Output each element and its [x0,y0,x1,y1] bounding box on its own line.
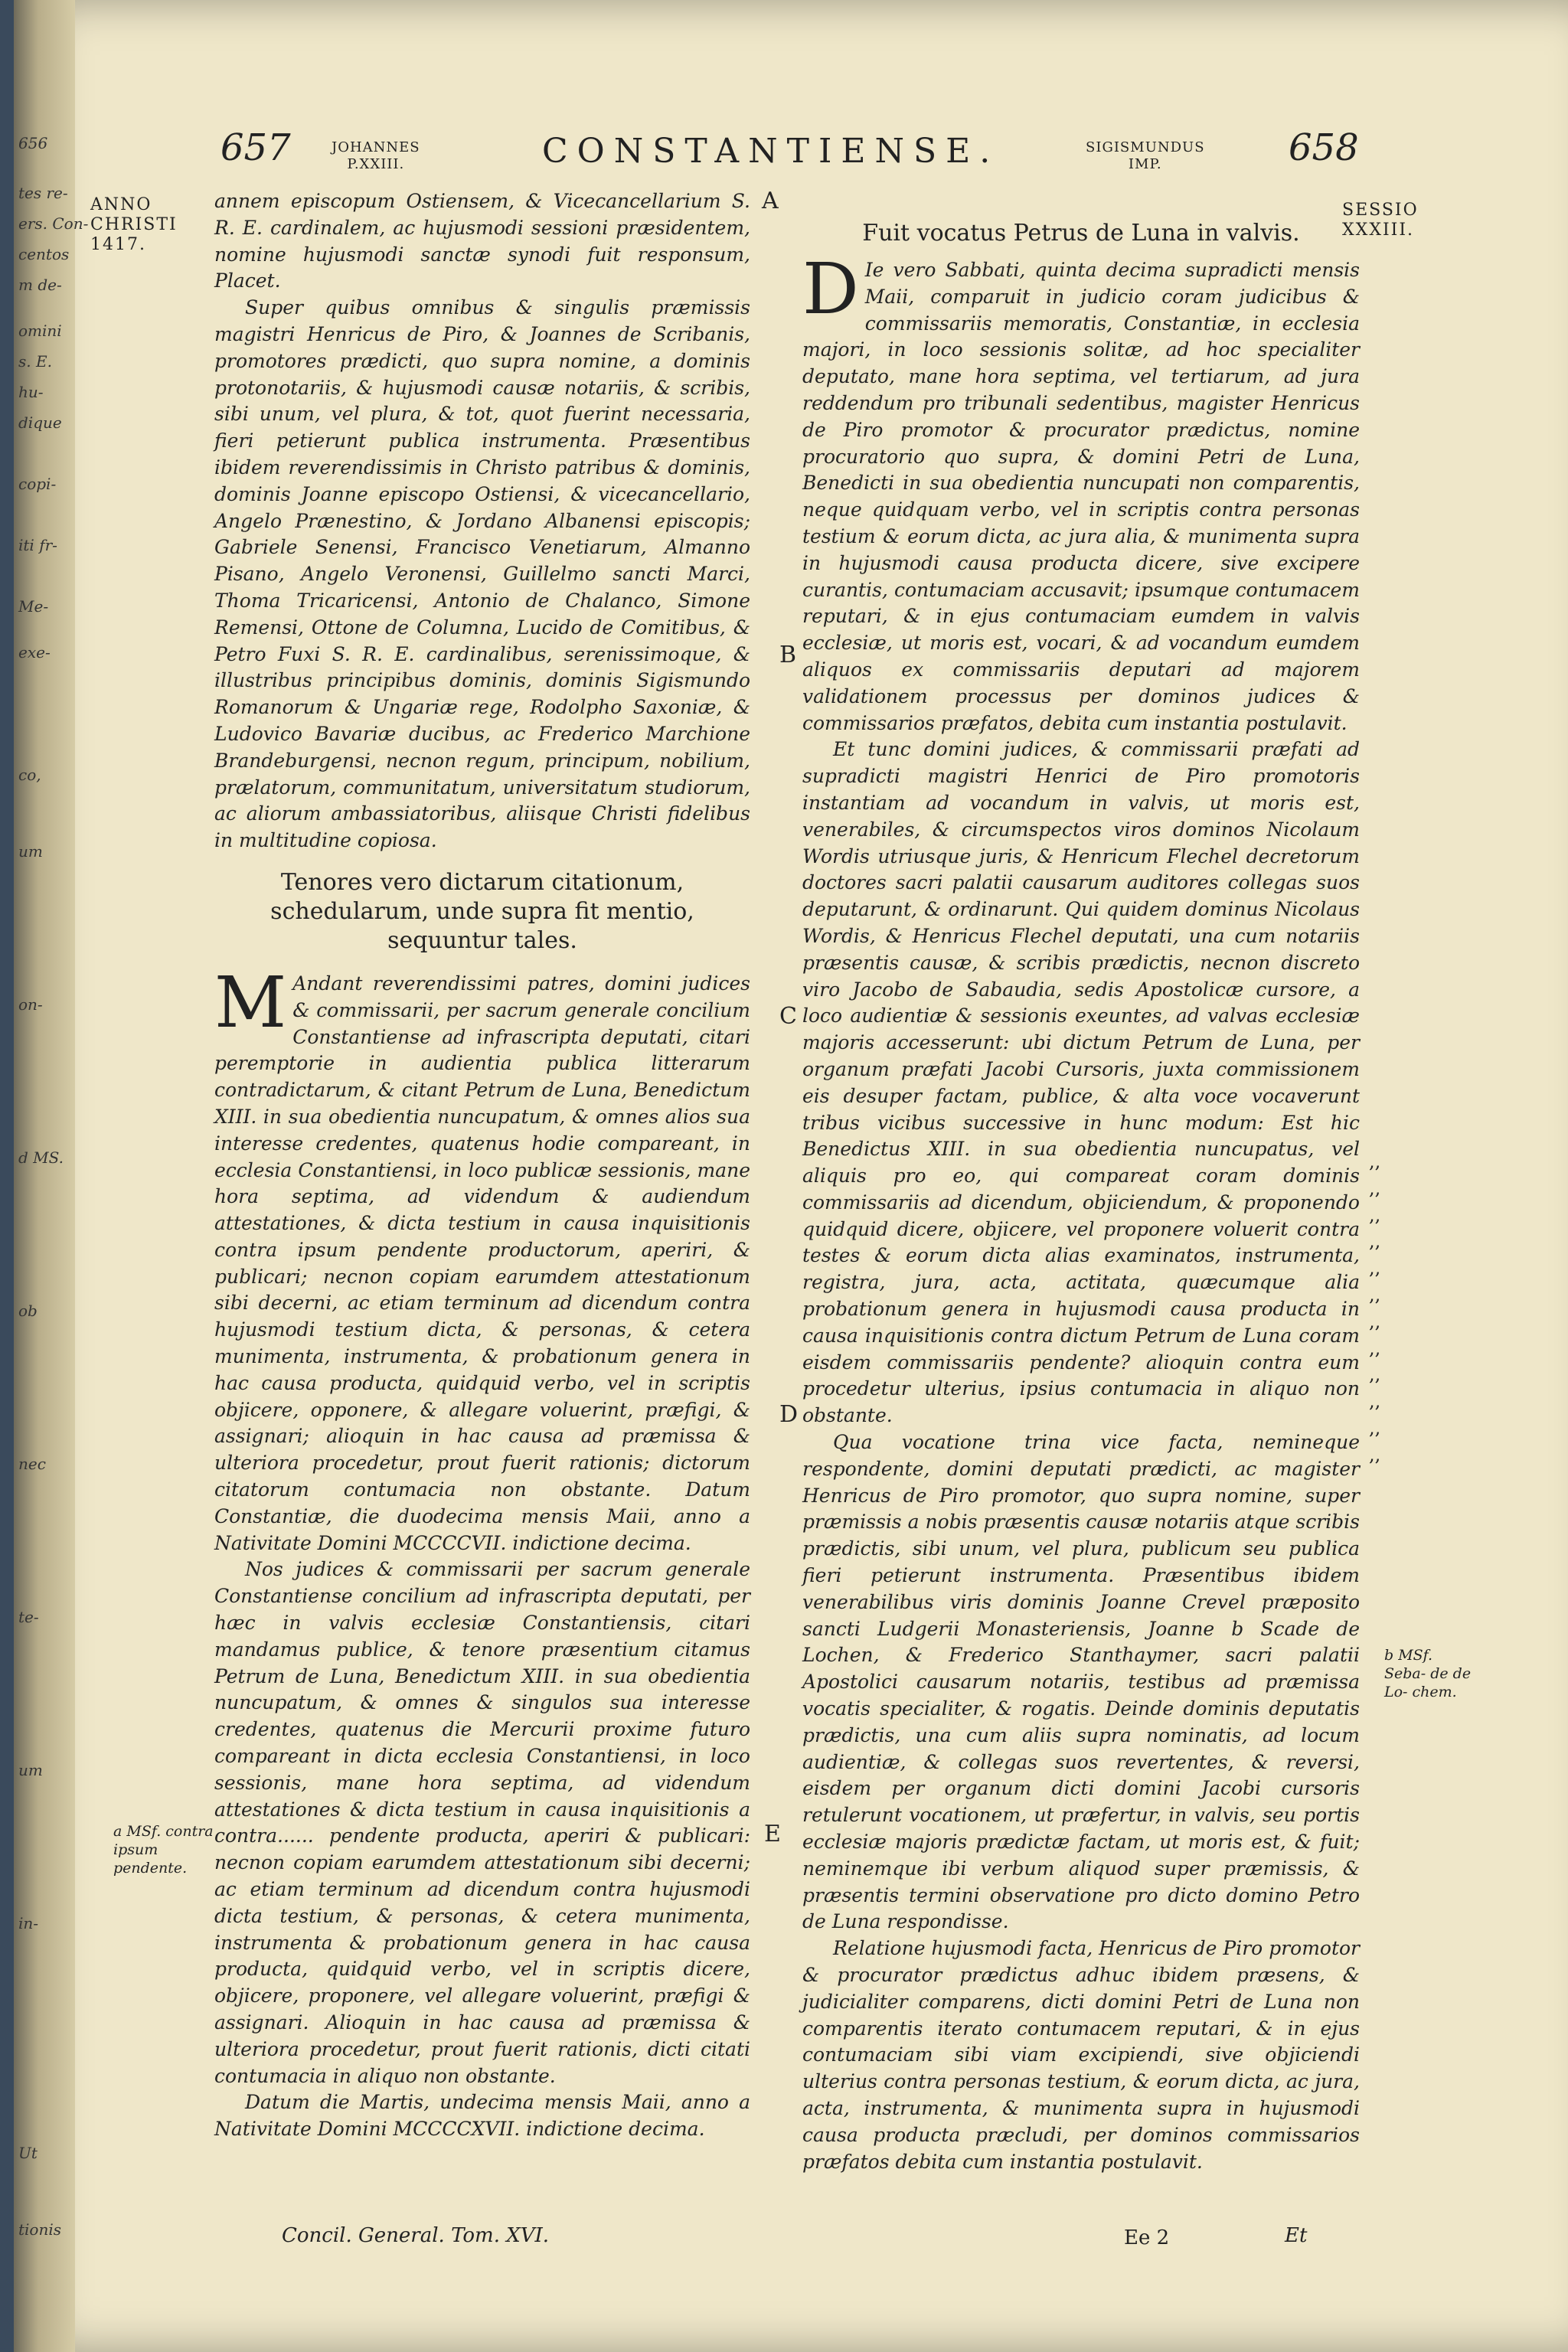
running-head-line: IMP. [1128,156,1162,172]
signature-mark: Ee 2 [1124,2226,1170,2249]
volume-footer: Concil. General. Tom. XVI. [282,2224,550,2247]
right-text-column [802,219,1360,2175]
left-footnote: a MSf. contra ipsum pendente. [113,1823,214,1877]
quote-mark: ,, [1369,1257,1381,1279]
paragraph: Ie vero Sabbati, quinta decima supradicti mensis Maii, comparuit in judicio coram judicibus & commissariis memoratis, Constantiæ, in ecclesia majori, in loco sessionis solitæ, ad hoc specialiter deputato, mane hora septima, vel tertiarum, ad jura reddendum pro tribunali sedentibus, magister Henricus de Piro promotor & procurator prædictus, nomine procuratorio quo supra, & domini Petri de Luna, Benedicti in sua obedientia nuncupati non comparentis, neque quidquam verbo, vel in scriptis contra personas testium & eorum dicta, ac jura alia, & munimenta supra in hujusmodi causa producta dicere, sive excipere curantis, contumaciam accusavit; ipsumque contumacem reputari, & in ejus contumaciam eumdem in valvis ecclesiæ, ut moris est, vocari, & ad vocandum eumdem aliquos ex commissariis deputari ad majorem validationem processus per dominos judices & commissarios præfatos, debita cum instantia postulavit. [802,259,1360,734]
quote-mark: ,, [1369,1310,1381,1332]
year-margin-note [90,195,178,255]
previous-page-edge: 656 tes re- ers. Con- centos m de- omini s. E. hu- dique copi- iti fr- Me- exe- co, um on- d MS. ob nec te- um in- Ut tionis [14,0,75,2352]
paragraph: Qua vocatione trina vice facta, nemineque respondente, domini deputati prædicti, ac magister Henricus de Piro promotor, quo supra nomine, super præmissis a nobis præsentis causæ notariis atque scribis prædictis, sibi unum, vel plura, publicum seu publica fieri petierunt instrumenta. Præsentibus ibidem venerabilibus viris dominis Joanne Crevel præposito sancti Ludgerii Monasteriensis, Joanne b Scade de Lochen, & Frederico Stanthaymer, sacri palatii Apostolici causarum notariis, testibus ad præmissa vocatis specialiter, & rogatis. Deinde dominis deputatis prædictis, una cum aliis supra nominatis, ad locum audientiæ, & collegas suos revertentes, & reversi, eisdem per organum dicti domini Jacobi cursoris retulerunt vocationem, ut præfertur, in valvis, seu portis ecclesiæ majoris prædictæ factam, ut moris est, & fuit; neminemque ibi verbum aliquod super præmissis, & præsentis termini observatione pro dicto domino Petro de Luna respondisse. [802,1431,1360,1933]
drop-cap: D [802,248,859,330]
quote-mark: ,, [1369,1177,1381,1199]
paragraph: Super quibus omnibus & singulis præmissis magistri Henricus de Piro, & Joannes de Scribanis, promotores prædicti, quo supra nomine, a dominis protonotariis, & hujusmodi causæ notariis, & scribis, sibi unum, vel plura, & tot, quot fuerint necessaria, fieri petierunt publica instrumenta. Præsentibus ibidem reverendissimis in Christo patribus & dominis, dominis Joanne episcopo Ostiensi, & vicecancellario, Angelo Prænestino, & Jordano Albanensi episcopis; Gabriele Senensi, Francisco Venetiarum, Almanno Pisano, Angelo Veronensi, Guillelmo sancti Marci, Thoma Tricaricensi, Antonio de Chalanco, Simone Remensi, Ottone de Columna, Lucido de Comitibus, & Petro Fuxi S. R. E. cardinalibus, serenissimoque, & illustribus principibus dominis, dominis Sigismundo Romanorum & Ungariæ rege, Rodolpho Saxoniæ, & Ludovico Bavariæ ducibus, ac Frederico Marchione Brandeburgensi, necnon regum, principum, nobilium, prælatorum, communitatum, universitatum studiorum, ac aliorum ambassiatoribus, aliisque Christi fidelibus in multitudine copiosa. [214,296,750,852]
section-letter: C [779,1003,797,1030]
running-head-line: SIGISMUNDUS [1086,139,1205,155]
section-letter: B [779,642,797,668]
book-page [14,0,1568,2352]
quote-mark: ,, [1369,1364,1381,1386]
margin-line: SESSIO [1342,201,1419,220]
right-footnote: b MSf. Seba- de de Lo- chem. [1384,1647,1472,1700]
section-heading: Tenores vero dictarum citationum, schedularum, unde supra fit mentio, sequuntur tales. [270,868,694,954]
paragraph: Et tunc domini judices, & commissarii præfati ad supradicti magistri Henrici de Piro promotoris instantiam ad vocandum in valvis, ut moris est, venerabiles, & circumspectos viros dominos Nicolaum Wordis utriusque juris, & Henricum Flechel decretorum doctores sacri palatii causarum auditores collegas suos deputarunt, & ordinarunt. Qui quidem dominus Nicolaus Wordis, & Henricus Flechel deputati, una cum notariis præsentis causæ, & scribis prædictis, necnon discreto viro Jacobo de Sabaudia, sedis Apostolicæ cursore, a loco audientiæ & sessionis exeuntes, ad valvas ecclesiæ majoris accesserunt: ubi dictum Petrum de Luna, per organum præfati Jacobi Cursoris, juxta commissionem eis desuper factam, publice, & alta voce vocaverunt tribus vicibus successive in hunc modum: Est hic Benedictus XIII. in sua obedientia nuncupatus, vel aliquis pro eo, qui compareat coram dominis commissariis ad dicendum, objiciendum, & proponendo quidquid dicere, objicere, vel proponere voluerit contra testes & eorum dicta alias examinatos, instrumenta, registra, jura, acta, actitata, quæcumque alia probationum genera in hujusmodi causa producta in causa inquisitionis contra dictum Petrum de Luna coram eisdem commissariis pendente? alioquin contra eum procedetur ulterius, ipsius contumacia in aliquo non obstante. [802,738,1360,1427]
left-running-head [332,139,420,173]
drop-cap: M [214,961,287,1044]
section-heading: Fuit vocatus Petrus de Luna in valvis. [862,220,1300,247]
paragraph: Andant reverendissimi patres, domini judices & commissarii, per sacrum generale concilium Constantiense ad infrascripta deputati, citari peremptorie in audientia publica litterarum contradictarum, & citant Petrum de Luna, Benedictum XIII. in sua obedientia nuncupatum, & omnes alios sua interesse credentes, quatenus hodie compareant, in ecclesia Constantiensi, in loco publicæ sessionis, mane hora septima, ad videndum & audiendum attestationes, & dicta testium in causa inquisitionis contra ipsum pendente productorum, aperiri, & publicari; necnon copiam earumdem attestationum sibi decerni, ac etiam terminum ad dicendum contra hujusmodi testium dicta, & personas, & cetera munimenta, instrumenta, & probationum genera in hac causa producta, quidquid verbo, vel in scriptis objicere, opponere, & allegare voluerint, præfigi, & assignari; alioquin in hac causa ad præmissa & ulteriora procedetur, prout fuerit rationis; dictorum citatorum contumacia non obstante. Datum Constantiæ, die duodecima mensis Maii, anno a Nativitate Domini MCCCCVII. indictione decima. [214,972,750,1554]
quote-mark: ,, [1369,1283,1381,1305]
quote-mark: ,, [1369,1390,1381,1413]
margin-line: XXXIII. [1342,220,1415,240]
quote-mark: ,, [1369,1230,1381,1253]
running-head-line: P.XXIII. [347,156,405,172]
right-page-number: 658 [1289,126,1359,169]
margin-line: CHRISTI [90,215,178,234]
quote-mark: ,, [1369,1337,1381,1359]
quote-mark: ,, [1369,1204,1381,1226]
margin-line: 1417. [90,235,146,254]
quote-mark: ,, [1369,1151,1381,1172]
catchword: Et [1285,2224,1308,2247]
quotation-marks [1369,1148,1380,1468]
margin-line: ANNO [90,195,152,214]
paragraph: Datum die Martis, undecima mensis Maii, anno a Nativitate Domini MCCCCXVII. indictione decima. [214,2091,750,2141]
paragraph: Nos judices & commissarii per sacrum generale Constantiense concilium ad infrascripta deputati, per hæc in valvis ecclesiæ Constantiensis, citari mandamus publice, & tenore præsentium citamus Petrum de Luna, Benedictum XIII. in sua obedientia nuncupatum, & omnes & singulos sua interesse credentes, quatenus die Mercurii proxime futuro compareant in dicta ecclesia Constantiensi, in loco sessionis, mane hora septima, ad videndum attestationes & dicta testium in causa inquisitionis a contra...... pendente producta, aperiri & publicari: necnon copiam earumdem attestationum sibi decerni; ac etiam terminum ad dicendum contra hujusmodi dicta testium, & personas, & cetera munimenta, instrumenta & probationum genera in hac causa producta, quidquid verbo, vel in scriptis dicere, objicere, proponere, vel allegare voluerint, præfigi & assignari. Alioquin in hac causa ad præmissa & ulteriora procedetur, prout fuerit rationis, dicti citati contumacia in aliquo non obstante. [214,1558,750,2087]
running-head-line: JOHANNES [332,139,420,155]
quote-mark: ,, [1369,1416,1381,1439]
right-running-head [1086,139,1205,173]
section-letter: D [779,1401,799,1428]
paragraph: annem episcopum Ostiensem, & Vicecancellarium S. R. E. cardinalem, ac hujusmodi sessioni præsidentem, nomine hujusmodi sanctæ synodi fuit responsum, Placet. [214,190,750,292]
section-letter: A [762,188,779,214]
paragraph: Relatione hujusmodi facta, Henricus de Piro promotor & procurator prædictus adhuc ibidem præsens, & judicialiter comparens, dicti domini Petri de Luna non comparentis iterato contumacem reputari, & in ejus contumaciam sibi viam excipiendi, sive objiciendi ulterius contra personas testium, & eorum dicta, ac jura, acta, instrumenta, & munimenta supra in hujusmodi causa producta præcludi, per dominos commissarios præfatos debita cum instantia postulavit. [802,1937,1360,2173]
page-title: CONSTANTIENSE. [542,132,1000,171]
section-letter: E [764,1821,781,1847]
left-page-number: 657 [220,126,291,169]
left-text-column [214,188,750,2143]
quote-mark: ,, [1369,1443,1381,1465]
